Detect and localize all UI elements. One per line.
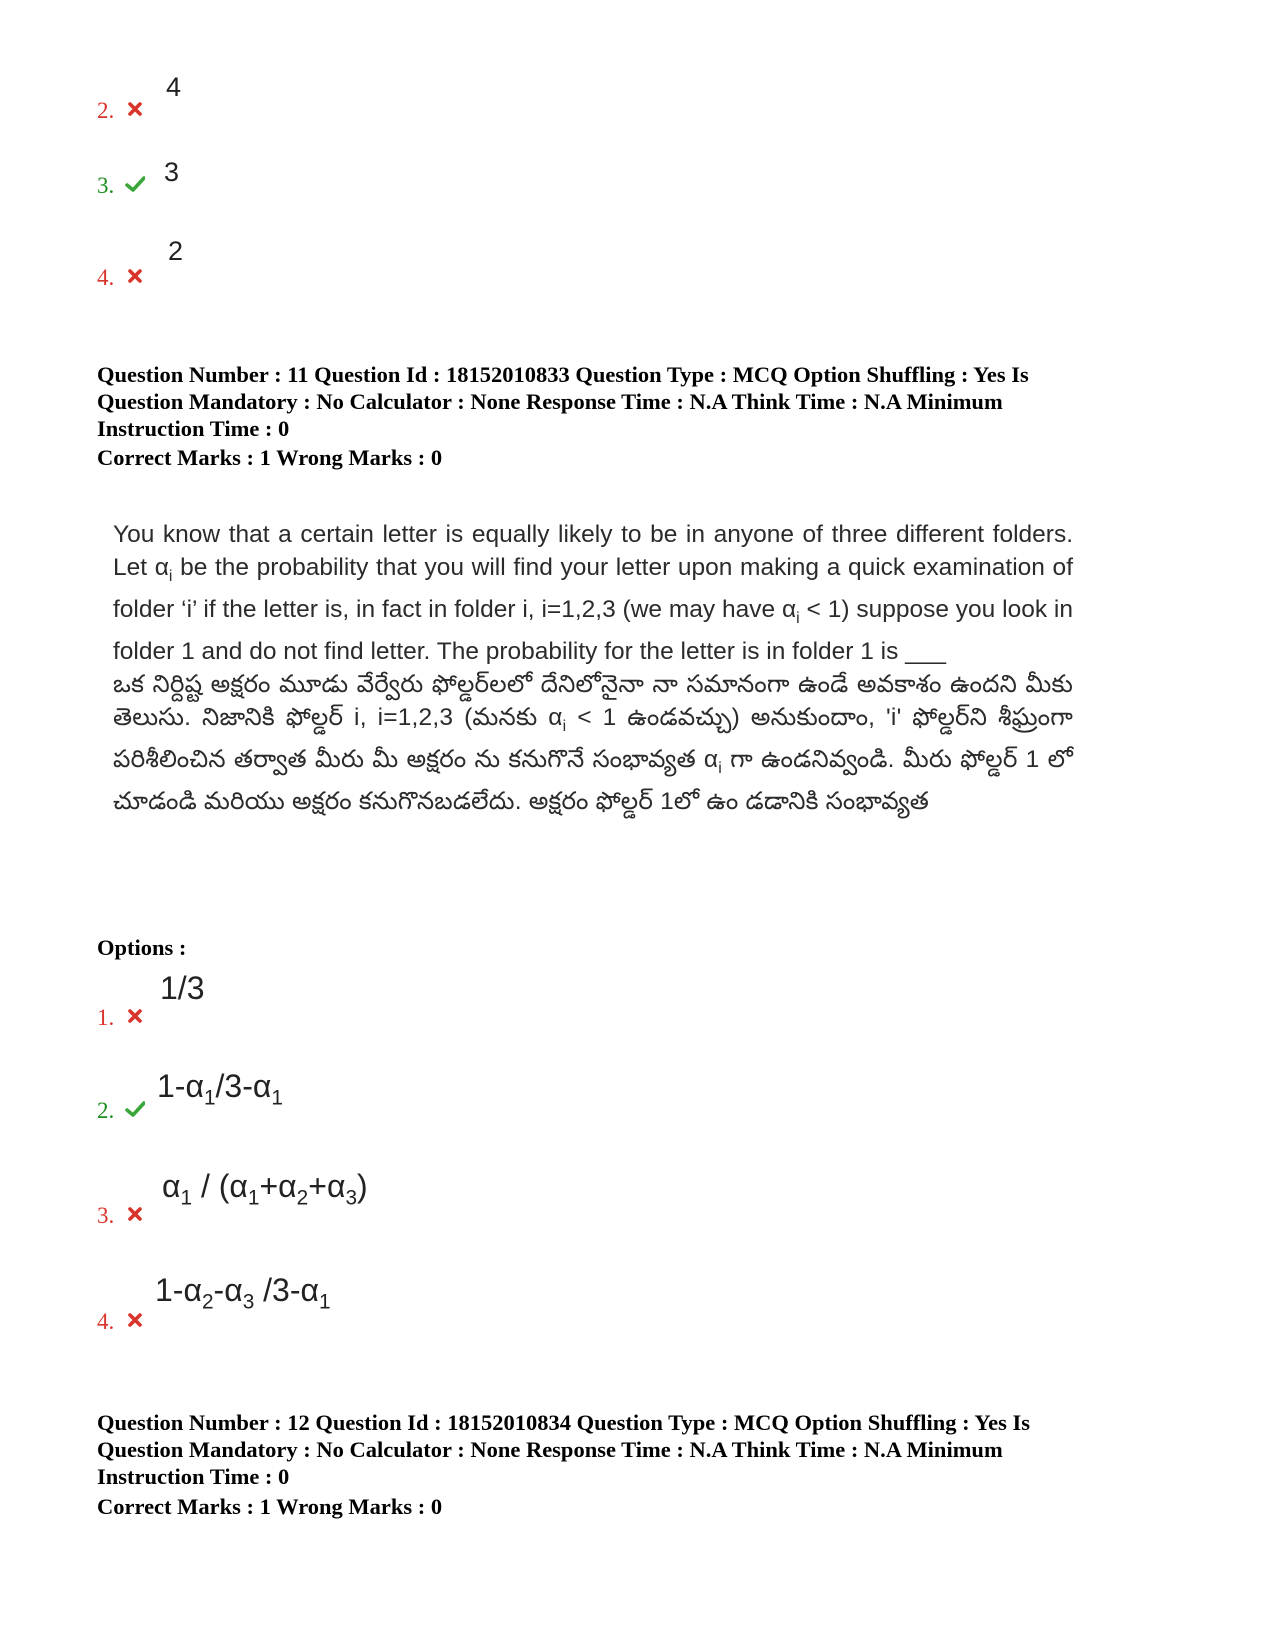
q12-meta-line1: Question Number : 12 Question Id : 18152010834 Question Type : MCQ Option Shuffling : Yes Is: [97, 1410, 1031, 1435]
q11-option-4-value: $1-\alpha_2-\alpha_3$ $/3-\alpha_1$: [155, 1272, 331, 1314]
cross-icon: [125, 99, 145, 119]
q11-option-1: [97, 1005, 157, 1031]
cross-icon: [125, 1006, 145, 1026]
q11-meta-line3: Instruction Time : 0: [97, 416, 290, 441]
q11-text-telugu: ఒక నిర్దిష్ట అక్షరం మూడు వేర్వేరు ఫోల్డర్‌లలో దేనిలోనైనా నా సమానంగా ఉండే అవకాశం ఉందని మీకు తెలుసు. నిజానికి ఫోల్డర్ i, i=1,2,3 (మనకు $\alpha_i < 1$ ఉండవచ్చు) అనుకుందాం, 'i' ఫోల్డర్‌ని శీఘ్రంగా పరిశీలించిన తర్వాత మీరు మీ అక్షరం ను కనుగొనే సంభావ్యత $\alpha_i$ గా ఉండనివ్వండి. మీరు ఫోల్డర్ 1 లో చూడండి మరియు అక్షరం కనుగొనబడలేదు. అక్షరం ఫోల్డర్ 1లో ఉం డడానికి సంభావ్యత: [113, 670, 1073, 815]
option-number: 4.: [97, 1309, 115, 1334]
prev-option-2: [97, 98, 157, 124]
q12-marks: Correct Marks : 1 Wrong Marks : 0: [97, 1494, 443, 1519]
option-number: 1.: [97, 1005, 115, 1030]
prev-option-3: [97, 173, 157, 199]
q11-option-1-value: 1/3: [160, 970, 205, 1006]
prev-option-2-value: 4: [166, 72, 182, 102]
q11-option-4: [97, 1309, 157, 1335]
cross-icon: [125, 1204, 145, 1224]
option-number: 4.: [97, 265, 115, 290]
option-number: 2.: [97, 98, 115, 123]
option-number: 2.: [97, 1098, 115, 1123]
q12-metadata: [97, 1409, 1137, 1490]
option-number: 3.: [97, 1203, 115, 1228]
option-number: 3.: [97, 173, 115, 198]
q12-meta-line3: Instruction Time : 0: [97, 1464, 290, 1489]
q11-meta-line1: Question Number : 11 Question Id : 18152010833 Question Type : MCQ Option Shuffling : Yes Is: [97, 362, 1029, 387]
q11-question-text: [113, 518, 1073, 818]
q11-marks: Correct Marks : 1 Wrong Marks : 0: [97, 445, 443, 470]
q12-meta-line2: Question Mandatory : No Calculator : None Response Time : N.A Think Time : N.A Minimum: [97, 1437, 1003, 1462]
prev-option-3-value: 3: [164, 157, 180, 187]
q11-option-2: [97, 1098, 157, 1124]
q11-option-2-value: $1-\alpha_1/3-\alpha_1$: [157, 1068, 283, 1110]
check-icon: [125, 1099, 145, 1119]
cross-icon: [125, 266, 145, 286]
q11-text-english: You know that a certain letter is equally likely to be in anyone of three different folders. Let $\alpha_i$ be the probability that you will find your letter upon making a quick examination of folder ‘i’ if the letter is, in fact in folder i, i=1,2,3 (we may have $\alpha_i < 1$) suppose you look in folder 1 and do not find letter. The probability for the letter is in folder 1 is ___: [113, 521, 1074, 665]
prev-option-4-value: 2: [168, 236, 184, 266]
q11-meta-line2: Question Mandatory : No Calculator : None Response Time : N.A Think Time : N.A Minimum: [97, 389, 1003, 414]
check-icon: [125, 174, 145, 194]
q11-option-3-value: $\alpha_1 / (\alpha_1+\alpha_2+\alpha_3)$: [162, 1168, 368, 1210]
q11-options-label: Options :: [97, 935, 187, 960]
q11-option-3: [97, 1203, 157, 1229]
prev-option-4: [97, 265, 157, 291]
cross-icon: [125, 1310, 145, 1330]
q11-metadata: [97, 361, 1137, 442]
